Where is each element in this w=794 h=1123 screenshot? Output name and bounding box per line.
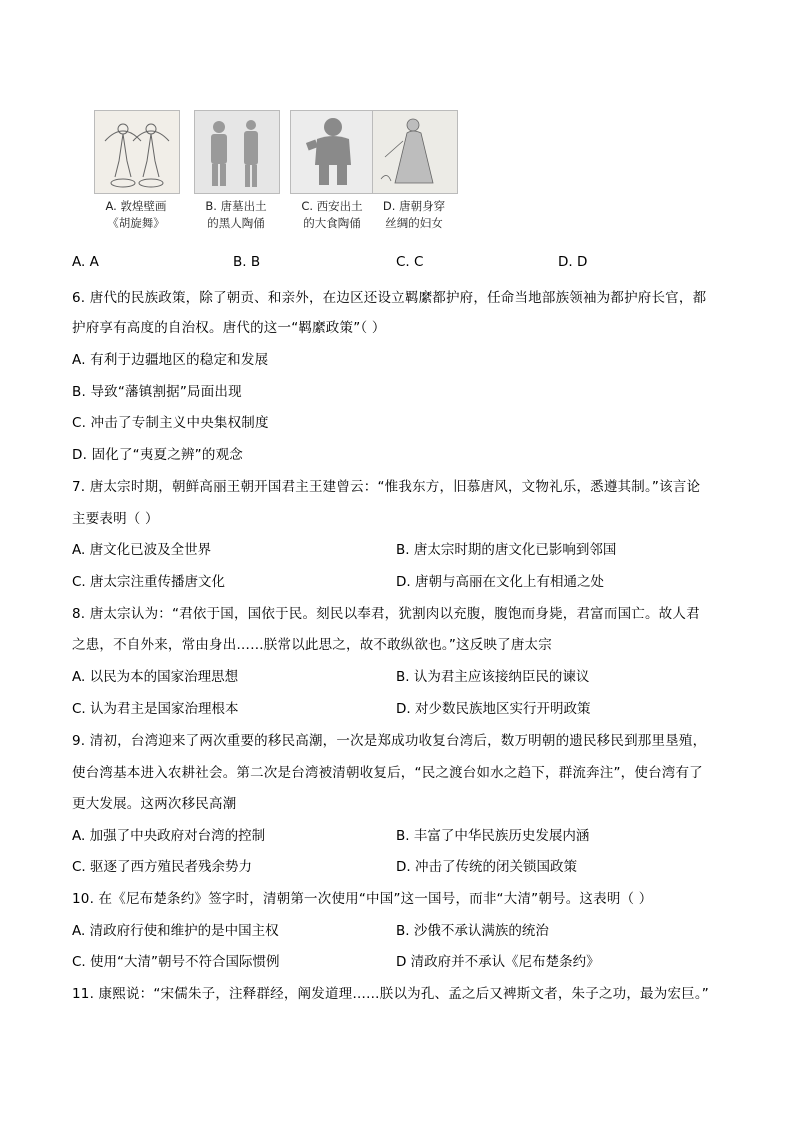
figure-c-caption: [288, 198, 376, 232]
q7-stem: 7. 唐太宗时期，朝鲜高丽王朝开国君主王建曾云：“惟我东方，旧慕唐风，文物礼乐，悉遵其制。”该言论: [72, 479, 701, 495]
caption-line: 的黑人陶俑: [207, 216, 265, 230]
caption-line: B. 唐墓出土: [205, 199, 267, 213]
figure-a-caption: [92, 198, 180, 232]
caption-line: D. 唐朝身穿: [382, 199, 446, 213]
q8-stem: 之患，不自外来，常由身出……朕常以此思之，故不敢纵欲也。”这反映了唐太宗: [72, 637, 552, 653]
q8-option-a[interactable]: A. 以民为本的国家治理思想: [72, 669, 239, 685]
figure-b-image: [194, 110, 280, 194]
q5-option-a[interactable]: A. A: [72, 254, 99, 270]
q7-stem: 主要表明（ ）: [72, 511, 159, 527]
q9-stem: 9. 清初，台湾迎来了两次重要的移民高潮，一次是郑成功收复台湾后，数万明朝的遗民移民到那里垦殖，: [72, 733, 707, 749]
q8-option-b[interactable]: B. 认为君主应该接纳臣民的谏议: [396, 669, 590, 685]
figure-b-caption: [192, 198, 280, 232]
q8-stem: 8. 唐太宗认为：“君依于国，国依于民。刻民以奉君，犹割肉以充腹，腹饱而身毙，君富而国亡。故人君: [72, 606, 700, 622]
q7-option-b[interactable]: B. 唐太宗时期的唐文化已影响到邻国: [396, 542, 617, 558]
q7-option-a[interactable]: A. 唐文化已波及全世界: [72, 542, 212, 558]
q7-option-c[interactable]: C. 唐太宗注重传播唐文化: [72, 574, 226, 590]
q9-option-c[interactable]: C. 驱逐了西方殖民者残余势力: [72, 859, 253, 875]
q6-stem: 护府享有高度的自治权。唐代的这一“羁縻政策”（ ）: [72, 320, 386, 336]
figure-d-image: [372, 110, 458, 194]
q10-option-a[interactable]: A. 清政府行使和维护的是中国主权: [72, 923, 279, 939]
q9-option-d[interactable]: D. 冲击了传统的闭关锁国政策: [396, 859, 577, 875]
q6-option-a[interactable]: A. 有利于边疆地区的稳定和发展: [72, 352, 269, 368]
q8-option-d[interactable]: D. 对少数民族地区实行开明政策: [396, 701, 591, 717]
caption-line: 《胡旋舞》: [107, 216, 165, 230]
caption-line: 的大食陶俑: [303, 216, 361, 230]
caption-line: A. 敦煌壁画: [105, 199, 167, 213]
q6-stem: 6. 唐代的民族政策，除了朝贡、和亲外，在边区还设立羁縻都护府，任命当地部族领袖为都护府长官，都: [72, 290, 707, 306]
caption-line: 丝绸的妇女: [385, 216, 443, 230]
q10-stem: 10. 在《尼布楚条约》签字时，清朝第一次使用“中国”这一国号，而非“大清”朝号。这表明（ ）: [72, 891, 653, 907]
q9-option-b[interactable]: B. 丰富了中华民族历史发展内涵: [396, 828, 590, 844]
q6-option-d[interactable]: D. 固化了“夷夏之辨”的观念: [72, 447, 243, 463]
q9-stem: 使台湾基本进入农耕社会。第二次是台湾被清朝收复后，“民之渡台如水之趋下，群流奔注”，使台湾有了: [72, 765, 703, 781]
q6-option-b[interactable]: B. 导致“藩镇割据”局面出现: [72, 384, 242, 400]
q10-option-c[interactable]: C. 使用“大清”朝号不符合国际惯例: [72, 954, 280, 970]
q8-option-c[interactable]: C. 认为君主是国家治理根本: [72, 701, 239, 717]
q10-option-b[interactable]: B. 沙俄不承认满族的统治: [396, 923, 549, 939]
q9-stem: 更大发展。这两次移民高潮: [72, 796, 237, 812]
q5-option-b[interactable]: B. B: [233, 254, 261, 270]
q5-option-d[interactable]: D. D: [558, 254, 588, 270]
q9-option-a[interactable]: A. 加强了中央政府对台湾的控制: [72, 828, 266, 844]
figure-c-image: [290, 110, 376, 194]
figure-a-image: [94, 110, 180, 194]
q11-stem: 11. 康熙说：“宋儒朱子，注释群经，阐发道理……朕以为孔、孟之后又裨斯文者，朱子之功，最为宏巨。”: [72, 986, 709, 1002]
q7-option-d[interactable]: D. 唐朝与高丽在文化上有相通之处: [396, 574, 604, 590]
figure-d-caption: [370, 198, 458, 232]
q6-option-c[interactable]: C. 冲击了专制主义中央集权制度: [72, 415, 269, 431]
q10-option-d[interactable]: D 清政府并不承认《尼布楚条约》: [396, 954, 600, 970]
q5-option-c[interactable]: C. C: [396, 254, 424, 270]
caption-line: C. 西安出土: [301, 199, 363, 213]
